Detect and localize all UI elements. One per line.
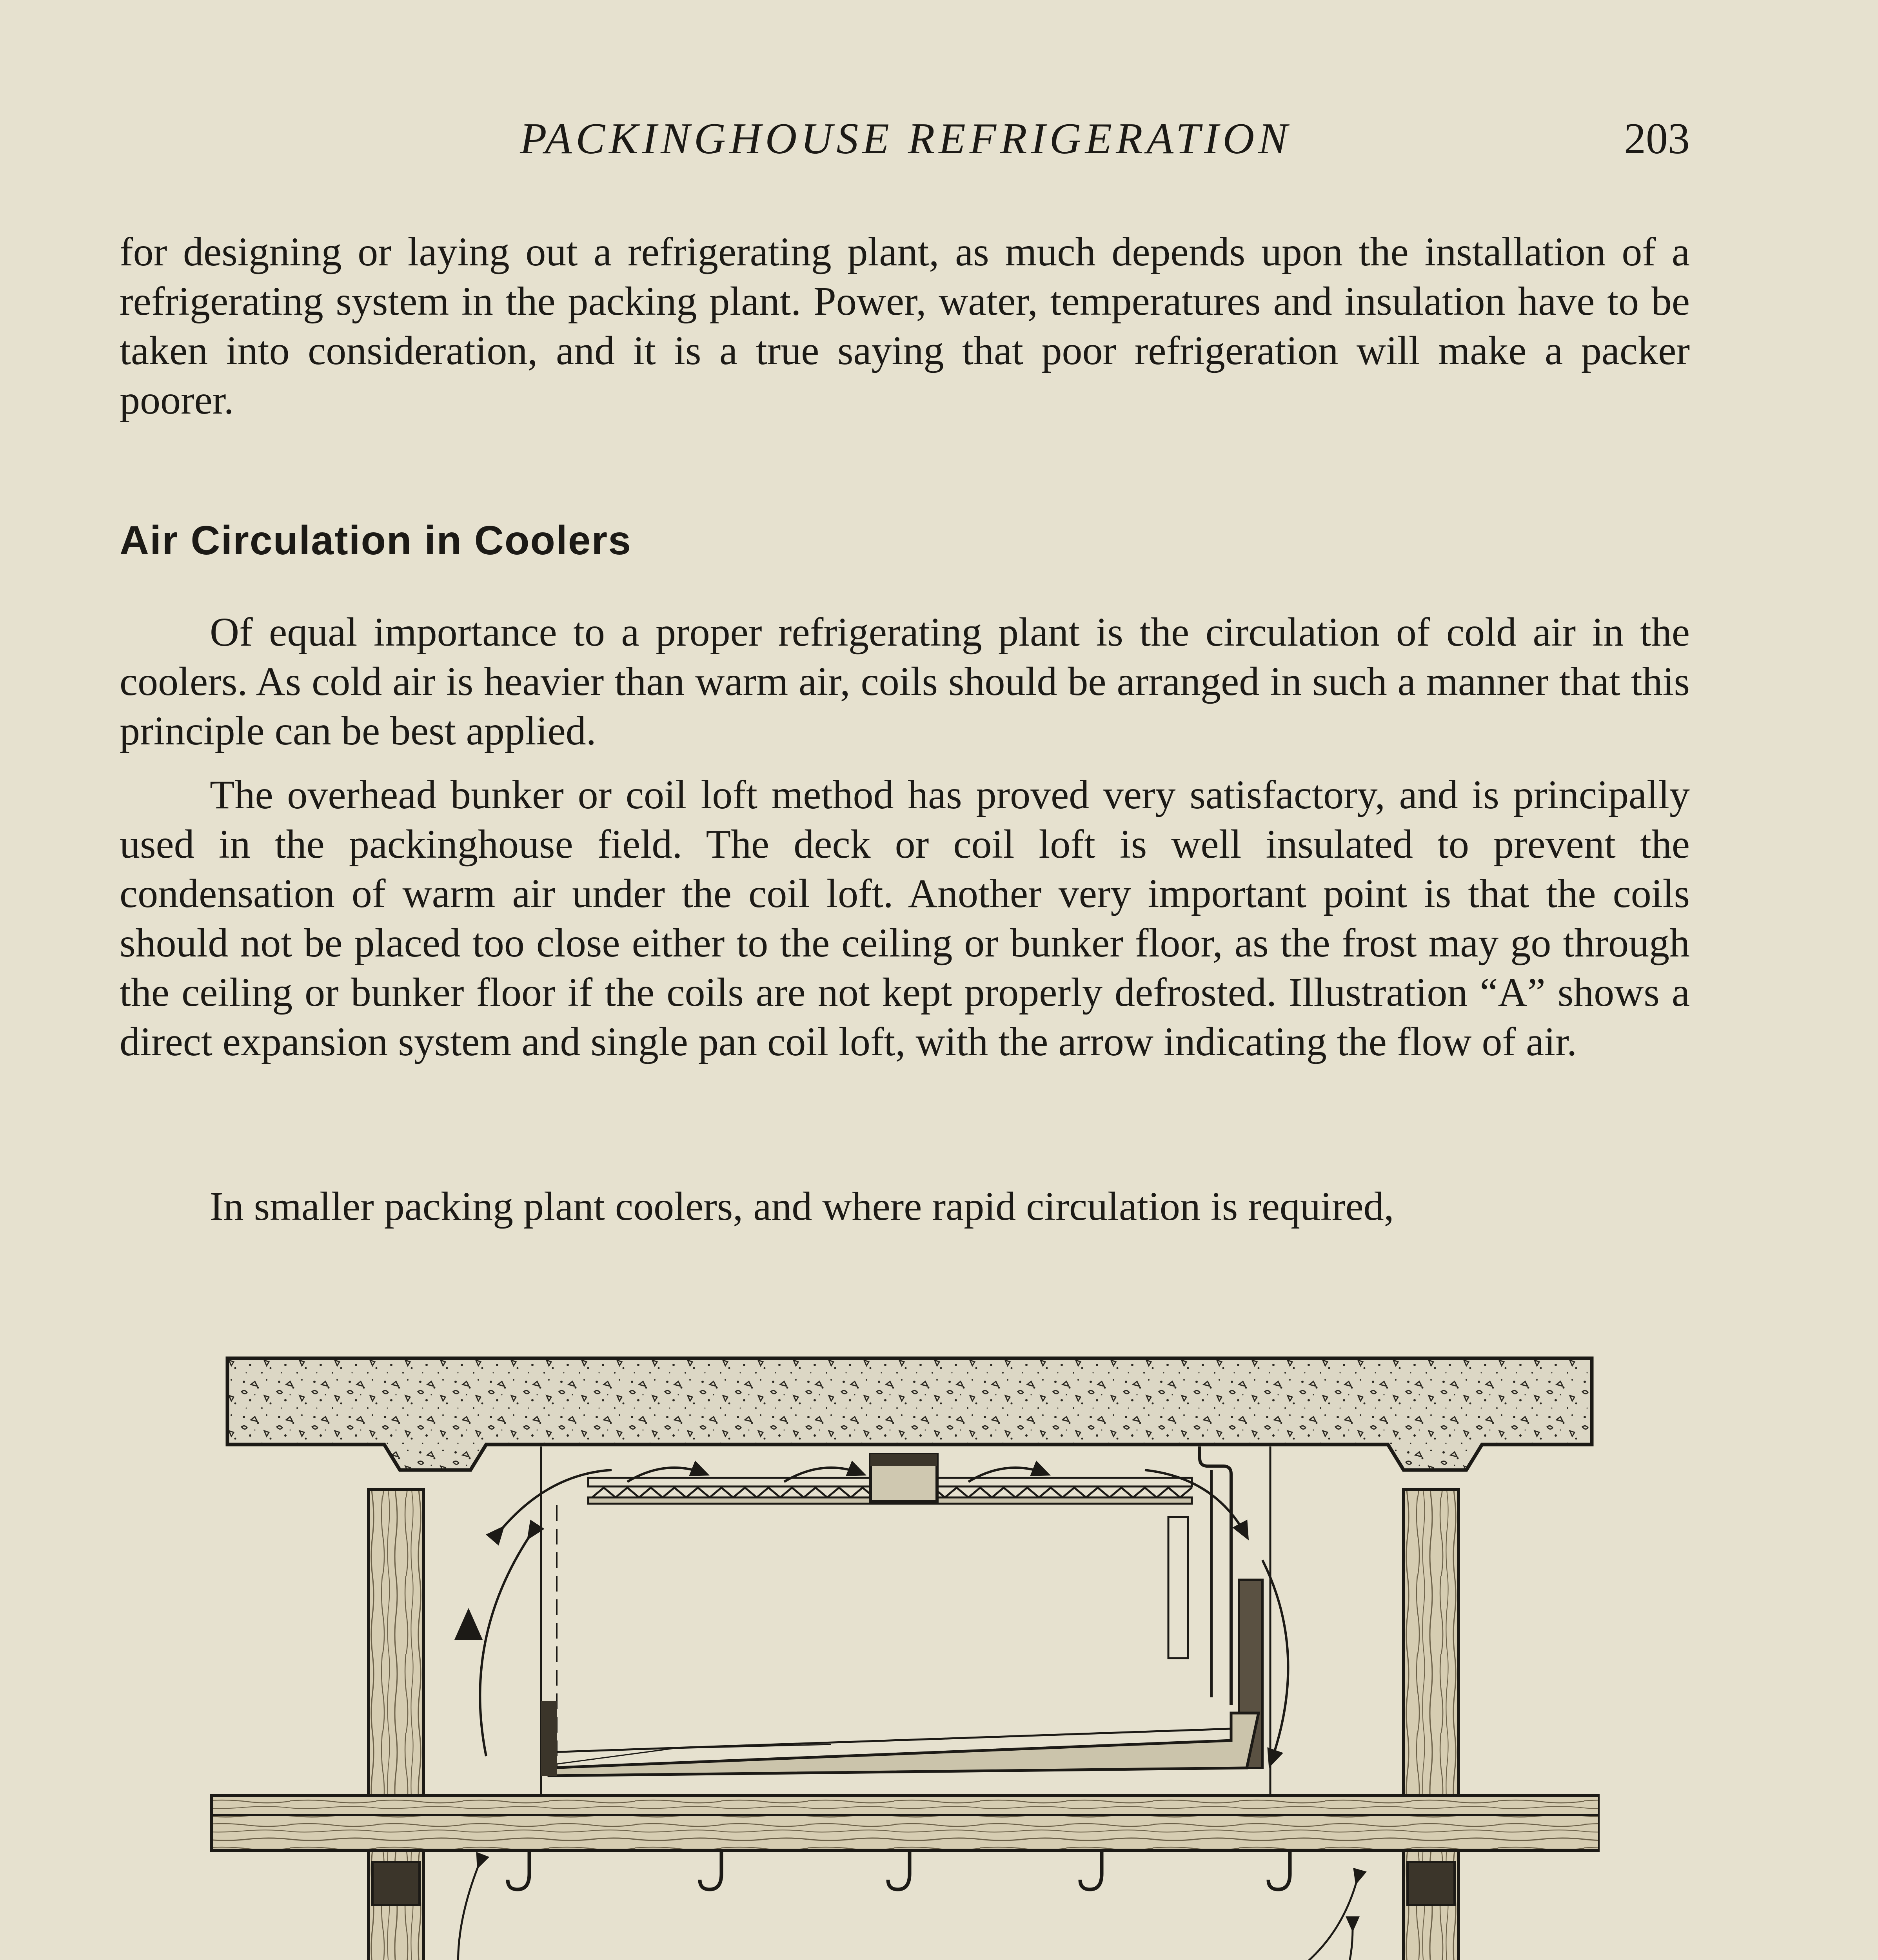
left-column [369,1490,423,1960]
paragraph [120,770,1690,1067]
meat-hooks [508,1850,1290,1889]
section-heading: Air Circulation in Coolers [120,518,632,563]
paragraph [120,1182,1690,1231]
bunker-floor-beam [212,1795,1600,1850]
paragraph-text: Of equal importance to a proper refrigerating plant is the circulation of cold air in the coolers. As cold air is heavier than warm air, coils should be arranged in such a manner that this principle can be best applied. [120,610,1690,753]
paragraph-text: for designing or laying out a refrigerating plant, as much depends upon the installation of a refrigerating system in the packing plant. Power, water, temperatures and insulation have to be taken into consideration, and it is a true saying that poor refrigeration will make a packer poorer. [120,229,1690,423]
paragraph-text: The overhead bunker or coil loft method has proved very satisfactory, and is principally used in the packinghouse field. The deck or coil loft is well insulated to prevent the condensation of warm air under the coil loft. Another very important point is that the coils should not be placed too close either to the ceiling or bunker floor, as the frost may go through the ceiling or bunker floor if the coils are not kept properly defrosted. Illustration “A” shows a direct expansion system and single pan coil loft, with the arrow indicating the flow of air. [120,772,1690,1064]
curtain-system-illustration [204,1341,1600,1960]
coil-loft [469,1446,1288,1795]
paragraph-continued [120,227,1690,425]
running-head [122,114,1690,172]
right-column [1404,1490,1458,1960]
paragraph-text: In smaller packing plant coolers, and where rapid circulation is required, [210,1184,1394,1229]
cooler-cross-section-drawing [204,1341,1600,1960]
running-title: PACKINGHOUSE REFRIGERATION [520,114,1291,163]
paragraph [120,608,1690,756]
page-number: 203 [1624,114,1690,163]
